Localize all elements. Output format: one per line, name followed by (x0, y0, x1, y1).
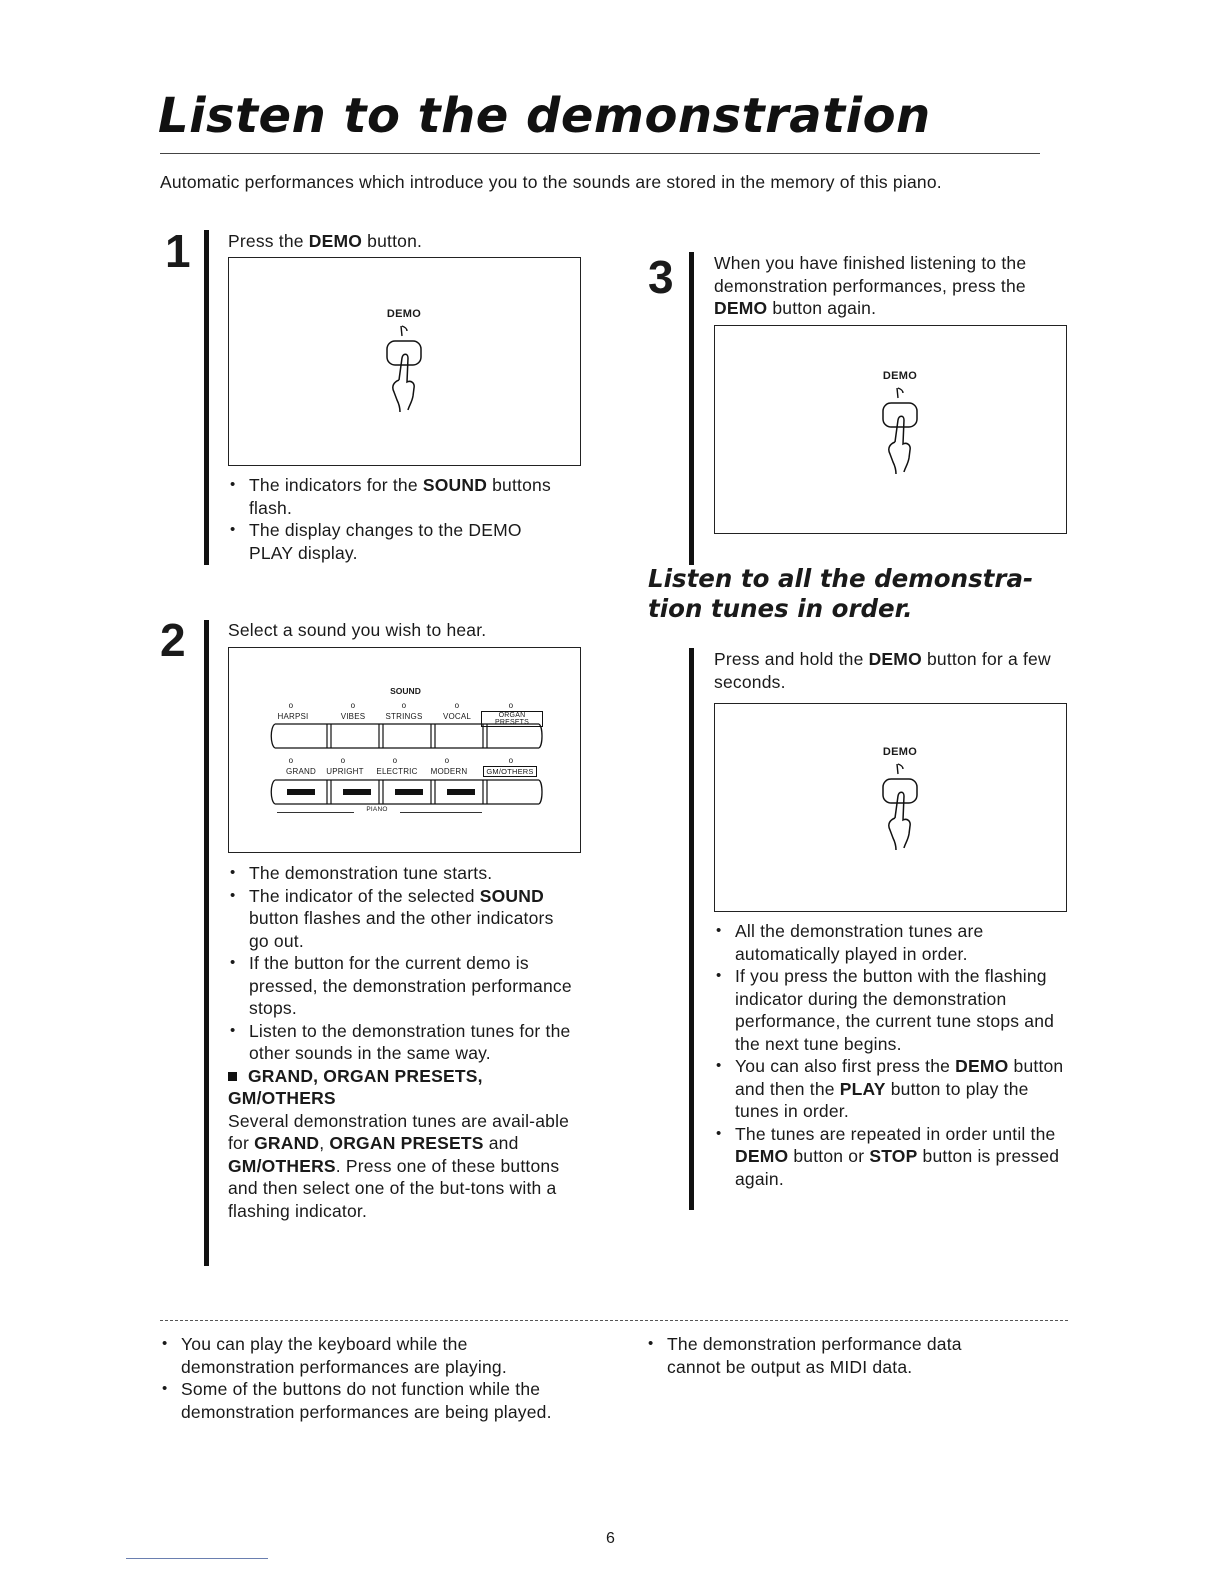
finger-press-icon (865, 758, 935, 868)
footer-rule (126, 1558, 268, 1559)
step-3-instruction: When you have finished listening to the demonstration performances, press the DEMO button again. (714, 253, 1027, 318)
piano-group-label: PIANO (354, 806, 400, 813)
indicator-dot: o (288, 701, 294, 710)
step-1-figure (228, 257, 581, 466)
all-tunes-notes (714, 920, 1064, 1190)
step-1-notes (228, 474, 558, 564)
sound-label-electric: ELECTRIC (376, 767, 418, 776)
demo-button-label: DEMO (386, 308, 422, 320)
intro-text: Automatic performances which introduce you to the sounds are stored in the memory of this piano. (160, 172, 942, 192)
list-item: • The indicator of the selected SOUND button flashes and the other indicators go out. (228, 885, 573, 953)
square-heading: GRAND, ORGAN PRESETS, GM/OTHERS (228, 1065, 483, 1108)
list-item: • All the demonstration tunes are automatically played in order. (714, 920, 1064, 965)
indicator-dot: o (392, 756, 398, 765)
sound-label-modern: MODERN (430, 767, 468, 776)
step-3-bar (689, 252, 694, 565)
notes-left (160, 1333, 560, 1423)
indicator-dot: o (444, 756, 450, 765)
all-tunes-figure (714, 703, 1067, 912)
list-item: • Some of the buttons do not function while the demonstration performances are being played. (160, 1378, 560, 1423)
page-title: Listen to the demonstration (158, 88, 931, 144)
sound-buttons-row-2 (269, 779, 544, 805)
indicator-dot: o (508, 701, 514, 710)
demo-button-figure (369, 308, 439, 438)
indicator-dot: o (401, 701, 407, 710)
list-item: • The display changes to the DEMO PLAY display. (228, 519, 558, 564)
step-1-instruction: Press the DEMO button. (228, 231, 423, 251)
step-2-instruction: Select a sound you wish to hear. (228, 620, 487, 640)
sound-label-vocal: VOCAL (442, 712, 472, 721)
step-1-number: 1 (165, 225, 191, 277)
sound-label-organ-presets: ORGAN PRESETS (481, 711, 543, 727)
sound-panel-figure (228, 647, 581, 853)
page-number: 6 (606, 1530, 615, 1547)
all-tunes-bar (689, 648, 694, 1210)
step-3-number: 3 (648, 251, 674, 303)
step-2-notes (228, 862, 573, 1222)
list-item: • If you press the button with the flashing indicator during the demonstration performance, the current tune stops and the next tune begins. (714, 965, 1064, 1055)
demo-button-figure (865, 746, 935, 876)
step-1-bar (204, 230, 209, 565)
sound-label-strings: STRINGS (385, 712, 423, 721)
list-item: • You can also first press the DEMO button and then the PLAY button to play the tunes in order. (714, 1055, 1064, 1123)
list-item: • You can play the keyboard while the demonstration performances are playing. (160, 1333, 560, 1378)
step-3-figure (714, 325, 1067, 534)
finger-press-icon (865, 382, 935, 492)
demo-button-label: DEMO (882, 370, 918, 382)
sound-panel-header: SOUND (390, 686, 421, 696)
list-item: • The tunes are repeated in order until the DEMO button or STOP button is pressed again. (714, 1123, 1064, 1191)
all-tunes-heading: Listen to all the demonstra-tion tunes in order. (648, 564, 1034, 623)
list-item: • The demonstration performance data cannot be output as MIDI data. (646, 1333, 1006, 1378)
indicator-dot: o (288, 756, 294, 765)
demo-button-label: DEMO (882, 746, 918, 758)
indicator-dot: o (454, 701, 460, 710)
step-2-number: 2 (160, 614, 186, 666)
sound-label-upright: UPRIGHT (326, 767, 364, 776)
title-rule (160, 153, 1040, 154)
sound-label-grand: GRAND (286, 767, 316, 776)
demo-button-figure (865, 370, 935, 500)
indicator-dot: o (508, 756, 514, 765)
finger-press-icon (369, 320, 439, 430)
indicator-dot: o (350, 701, 356, 710)
step-2-bar (204, 620, 209, 1266)
square-paragraph: Several demonstration tunes are avail-able for GRAND, ORGAN PRESETS and GM/OTHERS. Press one of these buttons and then select one of the but-tons with a flashing indicator. (228, 1110, 570, 1221)
list-item: • The indicators for the SOUND buttons flash. (228, 474, 558, 519)
sound-label-vibes: VIBES (340, 712, 366, 721)
list-item: • Listen to the demonstration tunes for the other sounds in the same way. (228, 1020, 573, 1065)
square-bullet-icon (228, 1072, 237, 1081)
list-item: • The demonstration tune starts. (228, 862, 573, 885)
indicator-dot: o (340, 756, 346, 765)
notes-right (646, 1333, 1006, 1378)
all-tunes-instruction: Press and hold the DEMO button for a few seconds. (714, 649, 1051, 692)
notes-rule (160, 1320, 1068, 1321)
sound-buttons-row-1 (269, 723, 544, 749)
sound-label-gm-others: GM/OTHERS (483, 766, 537, 777)
sound-label-harpsi: HARPSI (277, 712, 309, 721)
list-item: • If the button for the current demo is pressed, the demonstration performance stops. (228, 952, 573, 1020)
